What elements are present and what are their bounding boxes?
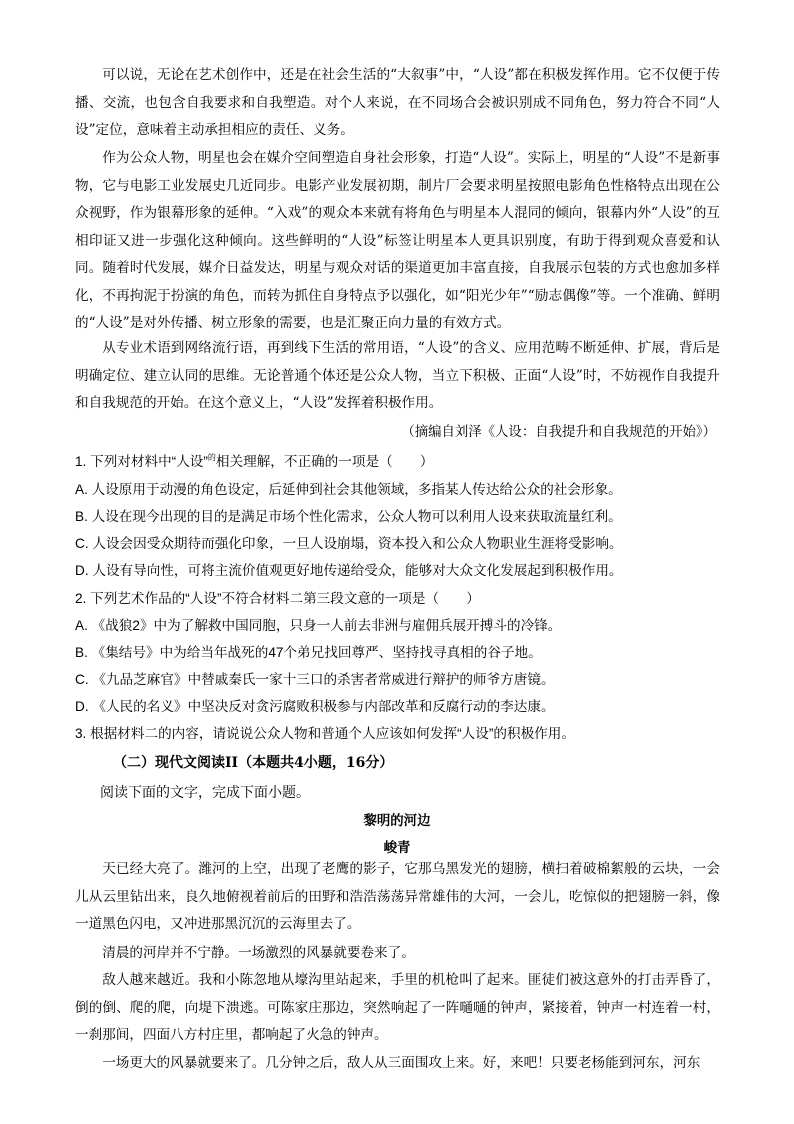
question-2-option-a: A. 《战狼2》中为了解救中国同胞，只身一人前去非洲与雇佣兵展开搏斗的冷锋。 — [75, 618, 562, 633]
question-2-option-b: B. 《集结号》中为给当年战死的47个弟兄找回尊严、坚持找寻真相的谷子地。 — [75, 645, 542, 660]
question-1-option-c: C. 人设会因受众期待而强化印象，一旦人设崩塌，资本投入和公众人物职业生涯将受影响。 — [75, 536, 623, 551]
question-3-stem: 3. 根据材料二的内容，请说说公众人物和普通个人应该如何发挥“人设”的积极作用。 — [75, 726, 575, 741]
question-1-option-a: A. 人设原用于动漫的角色设定，后延伸到社会其他领域，多指某人传达给公众的社会形象。 — [75, 482, 622, 497]
section-2-heading: （二）现代文阅读II（本题共4小题，16分） — [113, 755, 394, 771]
question-1-stem — [75, 452, 735, 472]
question-1-stem-part-a: 1. 下列对材料中“人设” — [75, 454, 208, 469]
article-author: 峻青 — [383, 840, 411, 856]
article-paragraph-2: 清晨的河岸并不宁静。一场激烈的风暴就要卷来了。 — [102, 945, 415, 961]
passage1-paragraph-2: 作为公众人物，明星也会在媒介空间塑造自身社会形象，打造“人设”。实际上，明星的“人设”不是新事物，它与电影工业发展史几近同步。电影产业发展初期，制片厂会要求明星按照电影角色性格特点出现在公众视野，作为银幕形象的延伸。“入戏”的观众本来就有将角色与明星本人混同的倾向，银幕内外“人设”的互相印证又进一步强化这种倾向。这些鲜明的“人设”标签让明星本人更具识别度，有助于得到观众喜爱和认同。随着时代发展，媒介日益发达，明星与观众对话的渠道更加丰富直接，自我展示包装的方式也愈加多样化，不再拘泥于扮演的角色，而转为抓住自身特点予以强化，如“阳光少年”“励志偶像”等。一个准确、鲜明的“人设”是对外传播、树立形象的需要，也是汇聚正向力量的有效方式。 — [75, 150, 720, 331]
passage1-paragraph-3: 从专业术语到网络流行语，再到线下生活的常用语，“人设”的含义、应用范畴不断延伸、扩展，背后是明确定位、建立认同的思维。无论普通个体还是公众人物，当立下积极、正面“人设”时，不妨视作自我提升和自我规范的开始。在这个意义上，“人设”发挥着积极作用。 — [75, 340, 720, 411]
passage1-source: （摘编自刘泽《人设：自我提升和自我规范的开始》） — [401, 425, 716, 440]
question-1-superscript-mark: 的 — [207, 453, 216, 462]
passage1-paragraph-1: 可以说，无论在艺术创作中，还是在社会生活的“大叙事”中，“人设”都在积极发挥作用。它不仅便于传播、交流，也包含自我要求和自我塑造。对个人来说，在不同场合会被识别成不同角色，努力符合不同“人设”定位，意味着主动承担相应的责任、义务。 — [75, 67, 720, 138]
article-paragraph-4: 一场更大的风暴就要来了。几分钟之后，敌人从三面围攻上来。好，来吧！只要老杨能到河东，河东 — [102, 1055, 701, 1071]
article-paragraph-1: 天已经大亮了。潍河的上空，出现了老鹰的影子，它那乌黑发光的翅膀，横扫着破棉絮般的云块，一会儿从云里钻出来，良久地俯视着前后的田野和浩浩荡荡异常雄伟的大河，一会儿，吃惊似的把翅膀一斜，像一道黑色闪电，又冲进那黑沉沉的云海里去了。 — [75, 861, 720, 932]
article-paragraph-3: 敌人越来越近。我和小陈忽地从壕沟里站起来，手里的机枪叫了起来。匪徒们被这意外的打击弄昏了，倒的倒、爬的爬，向堤下溃逃。可陈家庄那边，突然响起了一阵嗵嗵的钟声，紧接着，钟声一村连着一村，一刹那间，四面八方村庄里，都响起了火急的钟声。 — [75, 972, 720, 1043]
question-2-option-c: C. 《九品芝麻官》中替戚秦氏一家十三口的杀害者常威进行辩护的师爷方唐镜。 — [75, 672, 555, 687]
question-1-option-d: D. 人设有导向性，可将主流价值观更好地传递给受众，能够对大众文化发展起到积极作用。 — [75, 563, 623, 578]
question-2-option-d: D. 《人民的名义》中坚决反对贪污腐败积极参与内部改革和反腐行动的李达康。 — [75, 699, 555, 714]
article-title: 黎明的河边 — [363, 813, 431, 829]
section-2-instruction: 阅读下面的文字，完成下面小题。 — [100, 784, 310, 800]
question-1-option-b: B. 人设在现今出现的目的是满足市场个性化需求，公众人物可以利用人设来获取流量红利。 — [75, 509, 622, 524]
question-1-stem-part-b: 相关理解，不正确的一项是（ ） — [215, 454, 434, 469]
question-2-stem: 2. 下列艺术作品的“人设”不符合材料二第三段文意的一项是（ ） — [75, 591, 480, 606]
